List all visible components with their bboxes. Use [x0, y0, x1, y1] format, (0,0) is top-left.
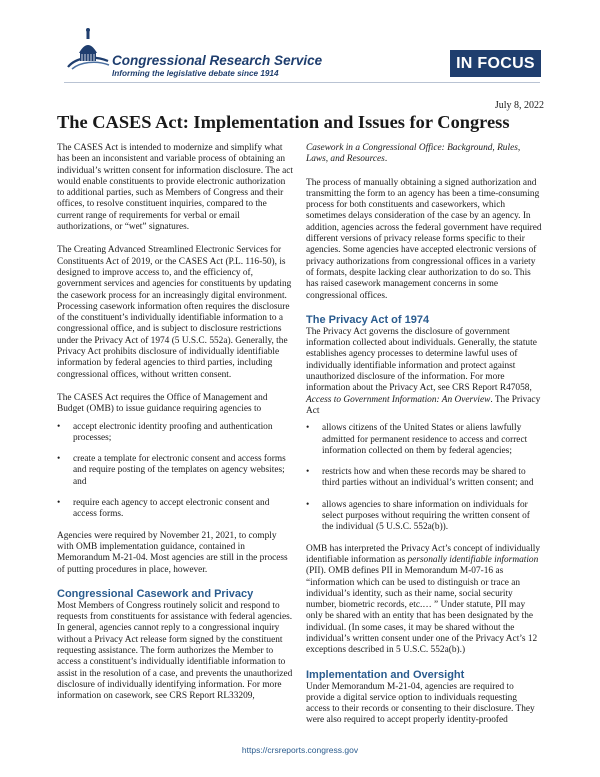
- report-title-link[interactable]: Access to Government Information: An Overview: [306, 394, 491, 405]
- report-title-link[interactable]: Casework in a Congressional Office: Background, Rules, Laws, and Resources: [306, 143, 521, 165]
- org-tagline: Informing the legislative debate since 1914: [112, 69, 279, 78]
- paragraph: [306, 143, 542, 166]
- list-item: • restricts how and when these records may be shared to third parties without an individual’s written consent; and: [306, 467, 542, 490]
- list-item: • accept electronic identity proofing and authentication processes;: [57, 422, 293, 445]
- paragraph: Most Members of Congress routinely solicit and respond to requests from constituents for assistance with federal agencies. In general, agencies cannot reply to a congressional inquiry without a Privacy Act release form signed by the constituent requesting assistance. The form authorizes the Member to access a constituent’s individually identifiable information to assist in the resolution of a case, and prevents the unauthorized disclosure of individually identifying information. For more information on casework, see CRS Report RL33209,: [57, 600, 293, 702]
- privacy-act-list: [306, 423, 542, 533]
- section-heading-implementation: Implementation and Oversight: [306, 668, 465, 681]
- in-focus-badge: IN FOCUS: [450, 50, 541, 77]
- paragraph: The Creating Advanced Streamlined Electronic Services for Constituents Act of 2019, or the CASES Act (P.L. 116-50), is designed to improve access to, and the efficiency of, government services and agencies for constituents by updating the casework process for an increasingly digital environment. Processing casework information often requires the disclosure of the constituent’s individually identifiable information to a congressional office, and is subject to disclosure restrictions under the Privacy Act of 1974 (5 U.S.C. 552a). Generally, the Privacy Act prohibits disclosure of individually identifiable information by federal agencies to third parties, including congressional offices, without written consent.: [57, 245, 292, 380]
- list-item: • allows citizens of the United States or aliens lawfully admitted for permanent residence to access and correct information collected on them by federal agencies;: [306, 423, 542, 457]
- report-header: [0, 0, 600, 92]
- requirements-list: [57, 422, 293, 521]
- text-run: .: [384, 154, 388, 165]
- org-name: Congressional Research Service: [112, 53, 323, 68]
- text-run: OMB has interpreted the Privacy Act’s concept of individually identifiable information as: [306, 543, 541, 565]
- paragraph: The process of manually obtaining a signed authorization and transmitting the form to an agency has been a time-consuming process for both constituents and caseworkers, which sometimes delays consideration of the case by an agency. In addition, agencies across the federal government have required different versions of privacy release forms specific to their agencies. Some agencies have accepted electronic versions of privacy authorizations from congressional offices in a variety of formats, despite lacking clear authorization to do so. This has raised casework management concerns in some congressional offices.: [306, 177, 542, 301]
- footer-url-link[interactable]: https://crsreports.congress.gov: [241, 745, 359, 755]
- list-item: • create a template for electronic consent and access forms and require posting of the templates on agency websites; and: [57, 454, 293, 488]
- term-emphasis: personally identifiable information: [407, 554, 539, 565]
- section-heading-privacy-act: The Privacy Act of 1974: [306, 313, 430, 326]
- paragraph: The CASES Act is intended to modernize and simplify what has been an inconsistent and variable process of obtaining an individual’s written consent for information disclosure. The act would enable constituents to provide electronic authorization to additional parties, such as Members of Congress and their offices, to resolve constituent inquiries, compared to the current range of requirements for verbal or email authorizations, or “wet” signatures.: [57, 143, 293, 233]
- header-divider: [64, 82, 540, 83]
- left-column: [57, 143, 293, 714]
- capitol-dome-icon: [64, 27, 110, 73]
- section-heading-casework: Congressional Casework and Privacy: [57, 587, 254, 600]
- right-column: [306, 143, 542, 739]
- paragraph: The CASES Act requires the Office of Management and Budget (OMB) to issue guidance requiring agencies to: [57, 392, 268, 415]
- publication-date: July 8, 2022: [494, 100, 544, 111]
- paragraph: [306, 327, 542, 417]
- paragraph: Agencies were required by November 21, 2021, to comply with OMB implementation guidance, contained in Memorandum M-21-04. Most agencies are still in the process of putting procedures in place, however.: [57, 530, 288, 575]
- paragraph: [306, 544, 542, 657]
- page-title: The CASES Act: Implementation and Issues for Congress: [57, 112, 510, 132]
- text-run: . The Privacy Act: [306, 394, 541, 416]
- text-run: The Privacy Act governs the disclosure of government information collected about individuals. Generally, the statute establishes agency processes to determine lawful uses of individually identifiable information and protect against unauthorized disclosure of the information. For more information about the Privacy Act, see CRS Report R47058,: [306, 326, 537, 394]
- paragraph: Under Memorandum M-21-04, agencies are required to provide a digital service option to individuals requesting access to their records or consenting to their disclosure. They were also required to accept properly identity-proofed: [306, 681, 535, 726]
- list-item: • allows agencies to share information on individuals for select purposes without requiring the written consent of the individual (5 U.S.C. 552a(b)).: [306, 500, 542, 534]
- text-run: (PII). OMB defines PII in Memorandum M-07-16 as “information which can be used to distinguish or trace an individual’s identity, such as their name, social security number, biometric records, etc.… ” Under statute, PII may only be shared with an entity that has been designated by the individual. (In some cases, it may be shared without the individual’s written consent under one of the Privacy Act’s 12 exceptions described in 5 U.S.C. 552a(b).): [306, 566, 538, 656]
- list-item: • require each agency to accept electronic consent and access forms.: [57, 498, 293, 521]
